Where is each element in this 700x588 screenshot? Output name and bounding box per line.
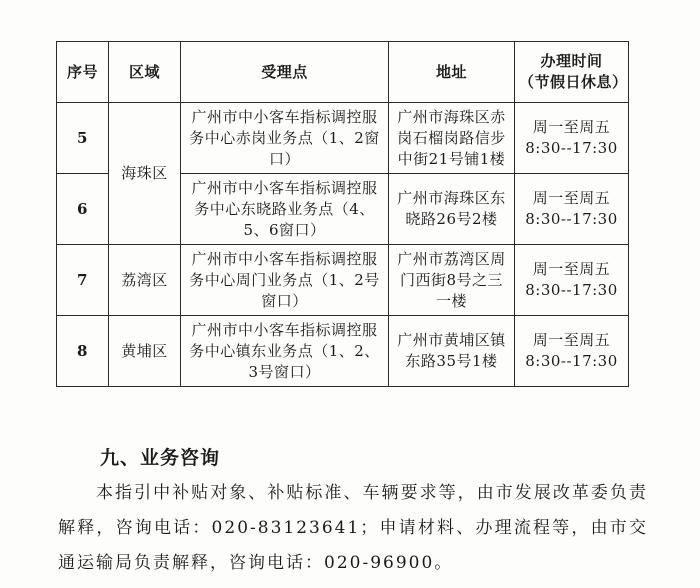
cell-hours-time: 8:30--17:30: [525, 281, 618, 299]
header-hours-line1: 办理时间: [540, 52, 603, 70]
header-hours-line2: （节假日休息）: [519, 73, 628, 91]
table-row: [57, 245, 629, 316]
header-address: 地址: [389, 42, 515, 103]
cell-hours: [515, 316, 629, 387]
cell-hours: [515, 103, 629, 174]
cell-hours-days: 周一至周五: [532, 118, 611, 136]
cell-district: 海珠区: [109, 103, 181, 245]
cell-office: 广州市中小客车指标调控服务中心东晓路业务点（4、5、6窗口）: [181, 174, 389, 245]
cell-address: 广州市海珠区赤岗石榴岗路信步中街21号铺1楼: [389, 103, 515, 174]
header-hours: [515, 42, 629, 103]
cell-address: 广州市荔湾区周门西街8号之三一楼: [389, 245, 515, 316]
cell-hours-days: 周一至周五: [532, 260, 611, 278]
table-row: [57, 103, 629, 174]
cell-hours-time: 8:30--17:30: [525, 139, 618, 157]
cell-district: 黄埔区: [109, 316, 181, 387]
cell-hours-time: 8:30--17:30: [525, 210, 618, 228]
header-seq: 序号: [57, 42, 109, 103]
cell-address: 广州市海珠区东晓路26号2楼: [389, 174, 515, 245]
service-points-table: [56, 41, 629, 387]
cell-seq: 6: [57, 174, 109, 245]
table-header-row: [57, 42, 629, 103]
cell-seq: 7: [57, 245, 109, 316]
cell-office: 广州市中小客车指标调控服务中心赤岗业务点（1、2窗口）: [181, 103, 389, 174]
cell-district: 荔湾区: [109, 245, 181, 316]
cell-hours-time: 8:30--17:30: [525, 352, 618, 370]
section-heading: 九、业务咨询: [100, 447, 221, 469]
cell-office: 广州市中小客车指标调控服务中心镇东业务点（1、2、3号窗口）: [181, 316, 389, 387]
cell-hours-days: 周一至周五: [532, 331, 611, 349]
cell-seq: 8: [57, 316, 109, 387]
cell-hours: [515, 174, 629, 245]
header-district: 区域: [109, 42, 181, 103]
cell-hours-days: 周一至周五: [532, 189, 611, 207]
table-row: [57, 316, 629, 387]
header-office: 受理点: [181, 42, 389, 103]
cell-seq: 5: [57, 103, 109, 174]
cell-office: 广州市中小客车指标调控服务中心周门业务点（1、2号窗口）: [181, 245, 389, 316]
cell-address: 广州市黄埔区镇东路35号1楼: [389, 316, 515, 387]
section-paragraph: 本指引中补贴对象、补贴标准、车辆要求等，由市发展改革委负责解释，咨询电话：020-83123641；申请材料、办理流程等，由市交通运输局负责解释，咨询电话：020-96900。: [58, 483, 648, 573]
cell-hours: [515, 245, 629, 316]
